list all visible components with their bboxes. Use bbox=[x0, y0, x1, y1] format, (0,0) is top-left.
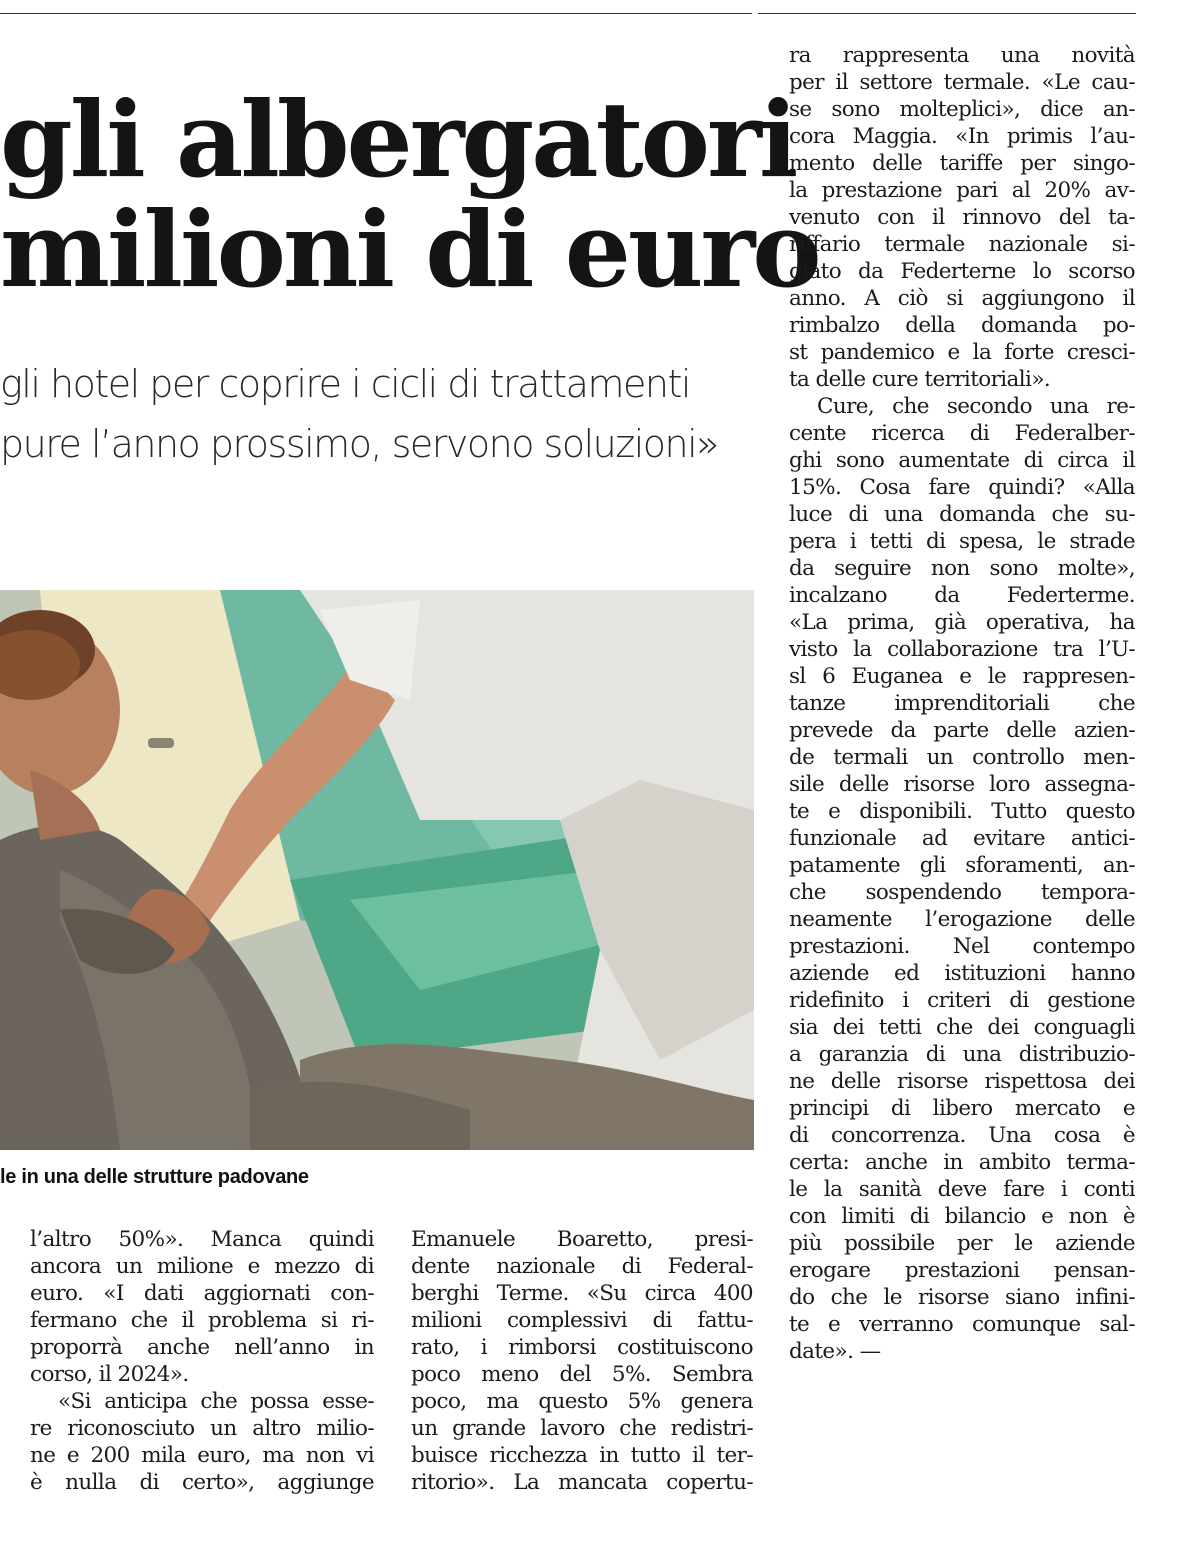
text-line: Emanuele Boaretto, presi- bbox=[411, 1227, 753, 1252]
text-line: ne e 200 mila euro, ma non vi bbox=[30, 1443, 374, 1468]
text-line: ritorio». La mancata copertu- bbox=[411, 1470, 753, 1495]
text-line: luce di una domanda che su- bbox=[789, 502, 1135, 527]
photo-caption: le in una delle strutture padovane bbox=[0, 1166, 309, 1188]
text-line: berghi Terme. «Su circa 400 bbox=[411, 1281, 753, 1306]
text-line: ne delle risorse rispettosa dei bbox=[789, 1069, 1135, 1094]
text-line: te e disponibili. Tutto questo bbox=[789, 799, 1135, 824]
text-line: date». — bbox=[789, 1339, 881, 1364]
text-line: mento delle tariffe per singo- bbox=[789, 151, 1135, 176]
text-line: ra rappresenta una novità bbox=[789, 43, 1135, 68]
text-line: sia dei tetti che dei conguagli bbox=[789, 1015, 1135, 1040]
text-line: do che le risorse siano infini- bbox=[789, 1285, 1135, 1310]
text-line: buisce ricchezza in tutto il ter- bbox=[411, 1443, 753, 1468]
article-column-right bbox=[789, 42, 1135, 1365]
subhead-line-2: pure l’anno prossimo, servono soluzioni» bbox=[0, 422, 718, 466]
text-line: che sospendendo tempora- bbox=[789, 880, 1135, 905]
text-line: funzionale ad evitare antici- bbox=[789, 826, 1135, 851]
text-line: rimbalzo della domanda po- bbox=[789, 313, 1135, 338]
text-line: sl 6 Euganea e le rappresen- bbox=[789, 664, 1135, 689]
subhead-line-1: gli hotel per coprire i cicli di trattamenti bbox=[0, 362, 690, 406]
text-line: te e verranno comunque sal- bbox=[789, 1312, 1135, 1337]
text-line: la prestazione pari al 20% av- bbox=[789, 178, 1135, 203]
text-line: ridefinito i criteri di gestione bbox=[789, 988, 1135, 1013]
text-line: a garanzia di una distribuzio- bbox=[789, 1042, 1135, 1067]
text-line: se sono molteplici», dice an- bbox=[789, 97, 1135, 122]
text-line: le la sanità deve fare i conti bbox=[789, 1177, 1135, 1202]
text-line: proporrà anche nell’anno in bbox=[30, 1335, 374, 1360]
mud-therapy-photo-icon bbox=[0, 590, 754, 1150]
text-line: prestazioni. Nel contempo bbox=[789, 934, 1135, 959]
top-rule-right bbox=[758, 13, 1136, 14]
article-column-bottom-middle bbox=[411, 1226, 753, 1496]
text-line: incalzano da Federterme. bbox=[789, 583, 1135, 608]
text-line: tanze imprenditoriali che bbox=[789, 691, 1135, 716]
text-line: dente nazionale di Federal- bbox=[411, 1254, 753, 1279]
text-line: pera i tetti di spesa, le strade bbox=[789, 529, 1135, 554]
text-line: sile delle risorse loro assegna- bbox=[789, 772, 1135, 797]
text-line: più possibile per le aziende bbox=[789, 1231, 1135, 1256]
text-line: visto la collaborazione tra l’U- bbox=[789, 637, 1135, 662]
text-line: con limiti di bilancio e non è bbox=[789, 1204, 1135, 1229]
headline-line-1: gli albergatori bbox=[0, 78, 796, 201]
text-line: erogare prestazioni pensan- bbox=[789, 1258, 1135, 1283]
text-line: da seguire non sono molte», bbox=[789, 556, 1135, 581]
text-line: è nulla di certo», aggiunge bbox=[30, 1470, 374, 1495]
text-line: glato da Federterne lo scorso bbox=[789, 259, 1135, 284]
text-line: ghi sono aumentate di circa il bbox=[789, 448, 1135, 473]
text-line: poco meno del 5%. Sembra bbox=[411, 1362, 753, 1387]
text-line: principi di libero mercato e bbox=[789, 1096, 1135, 1121]
text-line: di concorrenza. Una cosa è bbox=[789, 1123, 1135, 1148]
text-line: l’altro 50%». Manca quindi bbox=[30, 1227, 374, 1252]
text-line: re riconosciuto un altro milio- bbox=[30, 1416, 374, 1441]
text-line: riffario termale nazionale si- bbox=[789, 232, 1135, 257]
text-line: cora Maggia. «In primis l’au- bbox=[789, 124, 1135, 149]
article-photo bbox=[0, 590, 754, 1150]
text-line: de termali un controllo men- bbox=[789, 745, 1135, 770]
text-line: un grande lavoro che redistri- bbox=[411, 1416, 753, 1441]
text-line: anno. A ciò si aggiungono il bbox=[789, 286, 1135, 311]
text-line: milioni complessivi di fattu- bbox=[411, 1308, 753, 1333]
text-line: rato, i rimborsi costituiscono bbox=[411, 1335, 753, 1360]
text-line: certa: anche in ambito terma- bbox=[789, 1150, 1135, 1175]
text-line: 15%. Cosa fare quindi? «Alla bbox=[789, 475, 1135, 500]
text-line: «La prima, già operativa, ha bbox=[789, 610, 1135, 635]
text-line: fermano che il problema si ri- bbox=[30, 1308, 374, 1333]
text-line: patamente gli sforamenti, an- bbox=[789, 853, 1135, 878]
text-line: prevede da parte delle azien- bbox=[789, 718, 1135, 743]
top-rule bbox=[0, 13, 752, 14]
article-column-bottom-left bbox=[30, 1226, 374, 1496]
text-line: corso, il 2024». bbox=[30, 1362, 189, 1387]
text-line: cente ricerca di Federalber- bbox=[789, 421, 1135, 446]
text-line: ancora un milione e mezzo di bbox=[30, 1254, 374, 1279]
text-line: euro. «I dati aggiornati con- bbox=[30, 1281, 374, 1306]
text-line: st pandemico e la forte cresci- bbox=[789, 340, 1135, 365]
text-line: aziende ed istituzioni hanno bbox=[789, 961, 1135, 986]
text-line: venuto con il rinnovo del ta- bbox=[789, 205, 1135, 230]
text-line: poco, ma questo 5% genera bbox=[411, 1389, 753, 1414]
headline-line-2: milioni di euro bbox=[0, 188, 819, 311]
text-line: ta delle cure territoriali». bbox=[789, 367, 1051, 392]
text-line: per il settore termale. «Le cau- bbox=[789, 70, 1135, 95]
text-line: neamente l’erogazione delle bbox=[789, 907, 1135, 932]
text-line: Cure, che secondo una re- bbox=[817, 394, 1135, 419]
text-line: «Si anticipa che possa esse- bbox=[58, 1389, 374, 1414]
